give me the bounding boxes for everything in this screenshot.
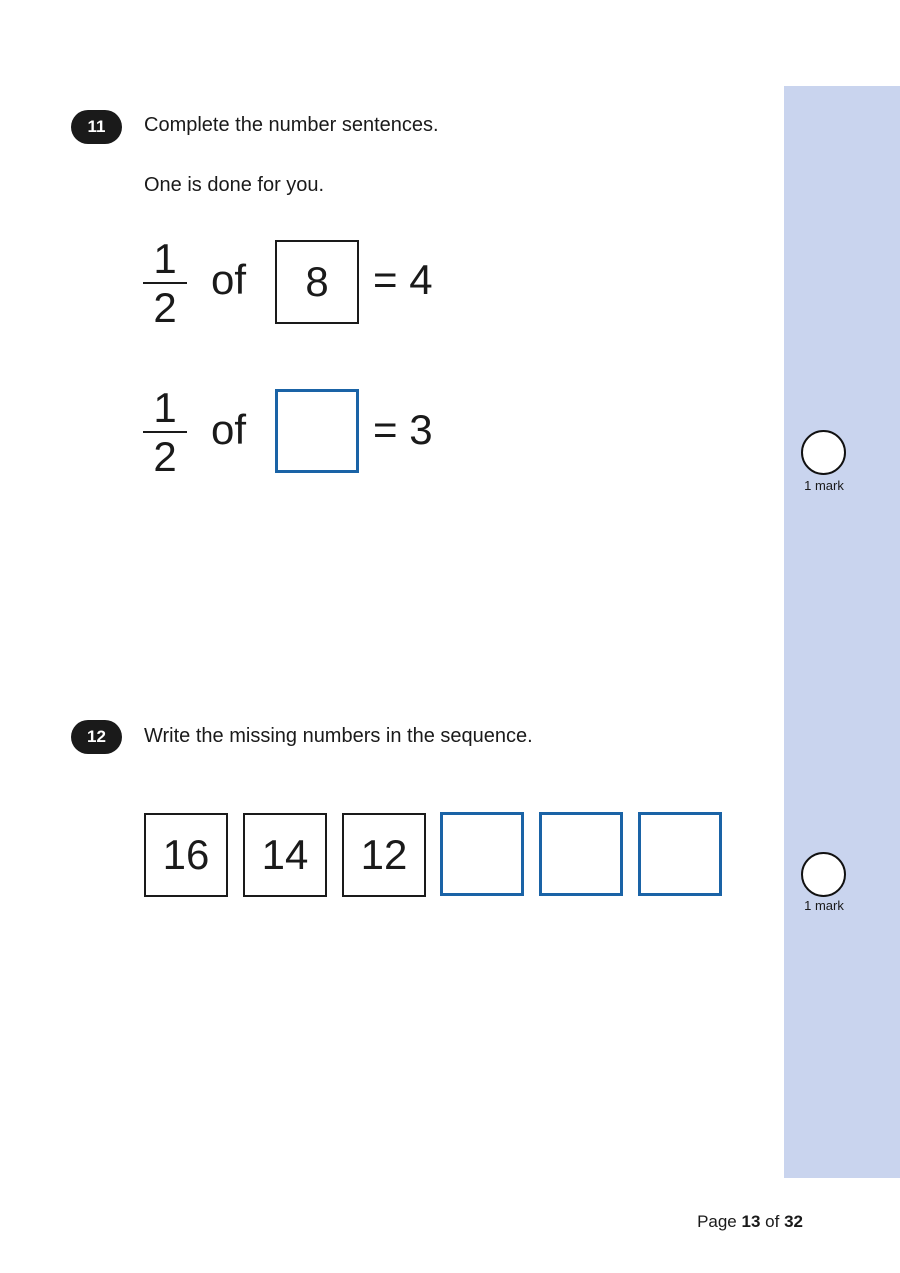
fraction-numerator: 1 [153,235,177,282]
of-word: of [765,1212,780,1231]
word-of: of [211,256,247,303]
current-page-number: 13 [741,1212,761,1231]
example-filled-box: 8 [275,240,359,324]
mark-label-q11: 1 mark [804,478,844,493]
equals-result: = 3 [373,406,433,453]
mark-box-q11[interactable] [801,430,846,475]
fraction-numerator: 1 [153,384,177,431]
mark-label-q12: 1 mark [804,898,844,913]
page-footer [600,1212,803,1232]
question-instruction: Write the missing numbers in the sequence. [144,725,533,747]
question-instruction: Complete the number sentences. [144,114,439,136]
fraction-denominator: 2 [153,433,177,480]
equals-result: = 4 [373,256,433,303]
marking-margin [784,86,900,1178]
sequence-answer-box[interactable] [440,812,524,896]
page-word: Page [697,1212,737,1231]
sequence-box-given: 14 [243,813,327,897]
sequence-box-given: 16 [144,813,228,897]
fraction-one-half-example [143,237,187,330]
mark-box-q12[interactable] [801,852,846,897]
sequence-answer-box[interactable] [539,812,623,896]
sequence-box-given: 12 [342,813,426,897]
question-number-badge: 11 [71,110,122,144]
fraction-one-half-task [143,386,187,479]
answer-box[interactable] [275,389,359,473]
example-note: One is done for you. [144,174,325,196]
question-number-badge: 12 [71,720,122,754]
fraction-denominator: 2 [153,284,177,331]
total-pages-number: 32 [784,1212,803,1231]
word-of: of [211,406,247,453]
sequence-answer-box[interactable] [638,812,722,896]
